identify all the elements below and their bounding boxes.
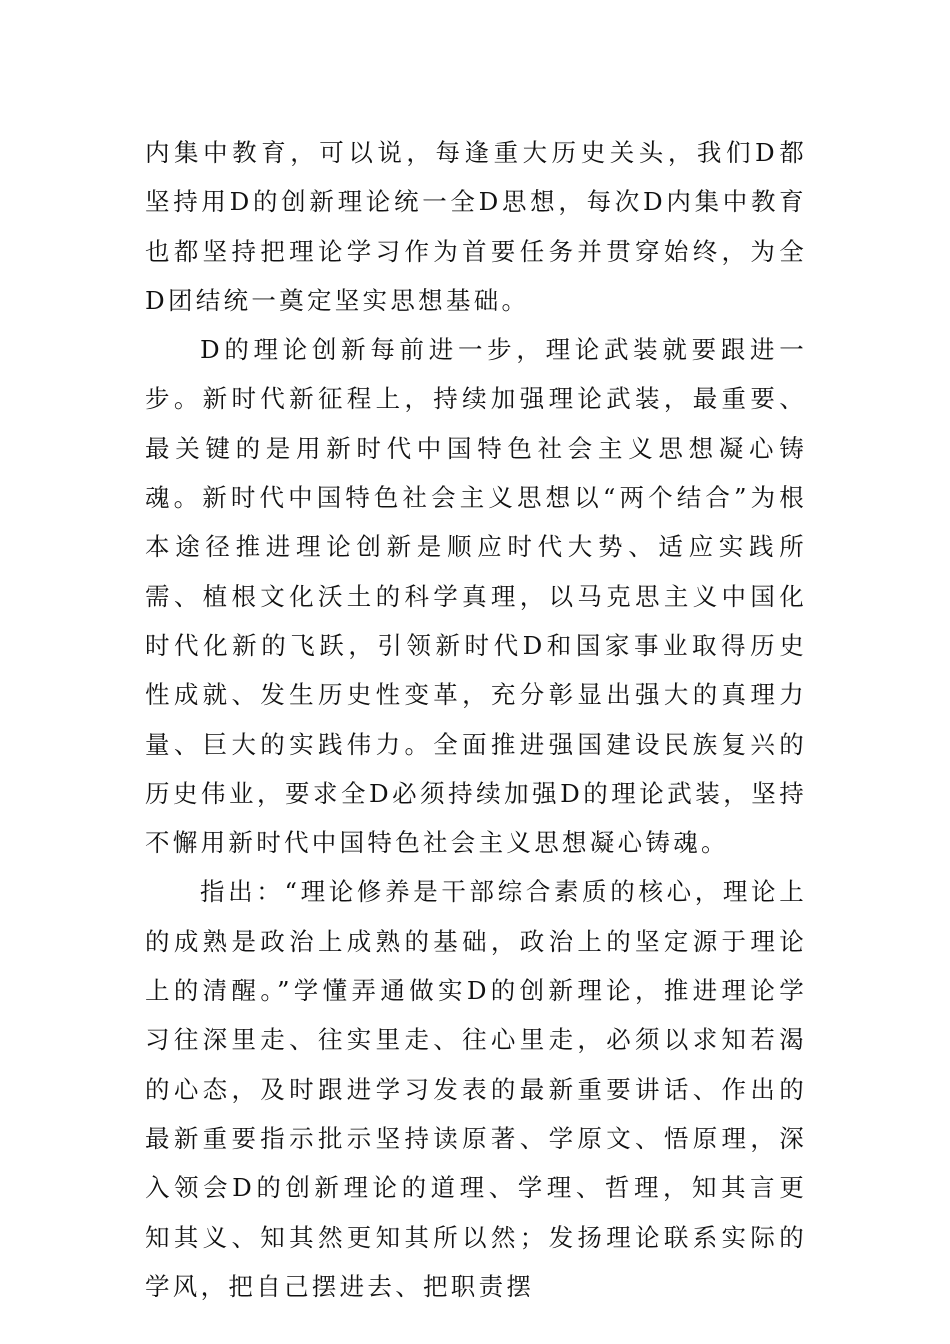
paragraph-2: D的理论创新每前进一步，理论武装就要跟进一步。新时代新征程上，持续加强理论武装，最重要、最关键的是用新时代中国特色社会主义思想凝心铸魂。新时代中国特色社会主义思想以“两个结合”为根本途径推进理论创新是顺应时代大势、适应实践所需、植根文化沃土的科学真理，以马克思主义中国化时代化新的飞跃，引领新时代D和国家事业取得历史性成就、发生历史性变革，充分彰显出强大的真理力量、巨大的实践伟力。全面推进强国建设民族复兴的历史伟业，要求全D必须持续加强D的理论武装，坚持不懈用新时代中国特色社会主义思想凝心铸魂。 bbox=[145, 335, 807, 858]
paragraph-3: 指出：“理论修养是干部综合素质的核心，理论上的成熟是政治上成熟的基础，政治上的坚定源于理论上的清醒。”学懂弄通做实D的创新理论，推进理论学习往深里走、往实里走、往心里走，必须以求知若渴的心态，及时跟进学习发表的最新重要讲话、作出的最新重要指示批示坚持读原著、学原文、悟原理，深入领会D的创新理论的道理、学理、哲理，知其言更知其义、知其然更知其所以然；发扬理论联系实际的学风，把自己摆进去、把职责摆 bbox=[145, 877, 807, 1301]
document-body bbox=[145, 128, 807, 1311]
paragraph-1: 内集中教育，可以说，每逢重大历史关头，我们D都坚持用D的创新理论统一全D思想，每次D内集中教育也都坚持把理论学习作为首要任务并贯穿始终，为全D团结统一奠定坚实思想基础。 bbox=[145, 138, 807, 315]
